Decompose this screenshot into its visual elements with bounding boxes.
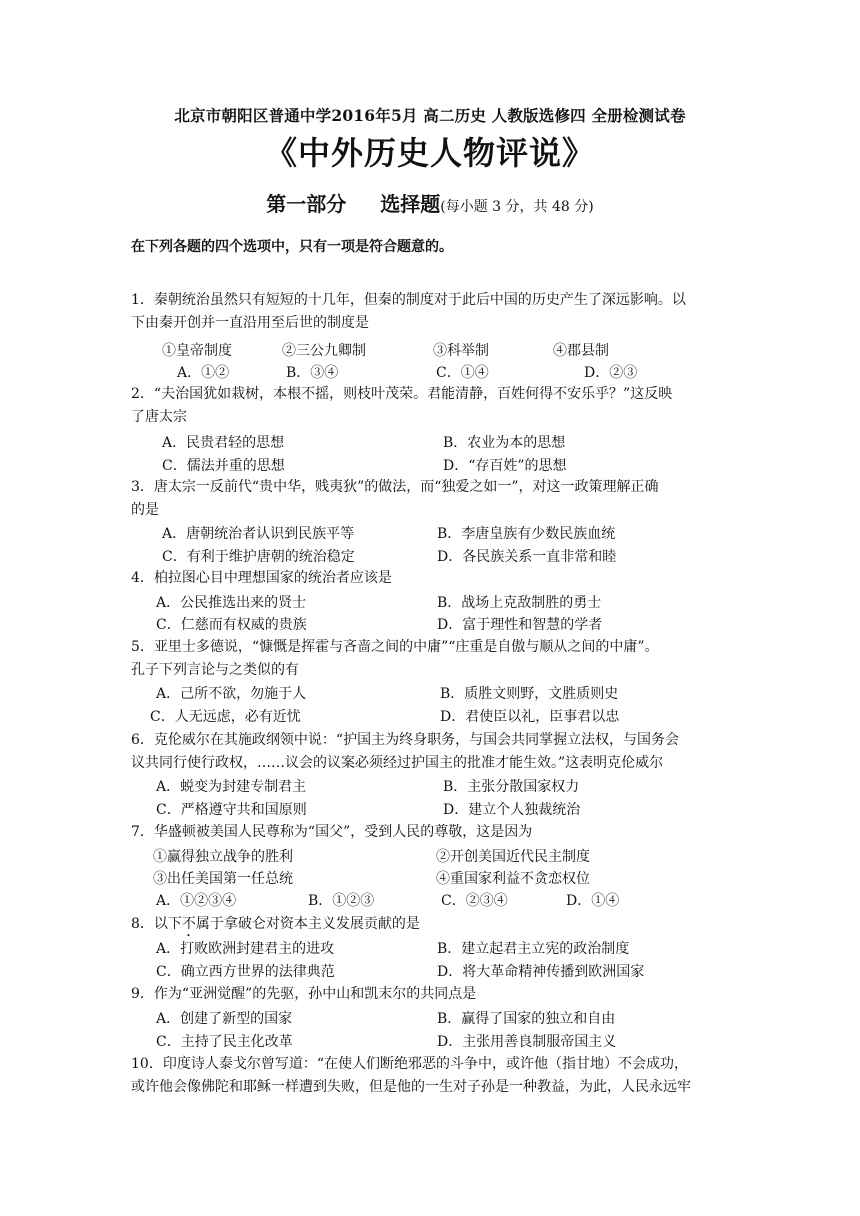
option-a: A．①②③④ [156, 893, 237, 909]
statement-item: ③科举制 [433, 343, 489, 359]
option-b: B．主张分散国家权力 [443, 779, 580, 795]
option-a: A．唐朝统治者认识到民族平等 [162, 526, 355, 542]
option-a: A．①② [177, 365, 230, 381]
option-c: C．②③④ [441, 893, 508, 909]
option-b: B．赢得了国家的独立和自由 [437, 1011, 616, 1027]
option-a: A．公民推选出来的贤士 [156, 595, 307, 611]
exam-header: 北京市朝阳区普通中学2016年5月 高二历史 人教版选修四 全册检测试卷 [174, 106, 686, 125]
question-3 [131, 476, 731, 522]
emphasis-not: 不 [181, 916, 196, 932]
question-10 [131, 1053, 731, 1099]
option-c: C．主持了民主化改革 [156, 1034, 293, 1050]
question-text: 1．秦朝统治虽然只有短短的十几年，但秦的制度对于此后中国的历史产生了深远影响。以 [131, 292, 686, 308]
statement-item: ②开创美国近代民主制度 [436, 849, 590, 865]
option-a: A．己所不欲，勿施于人 [156, 686, 307, 702]
question-text: 议共同行使行政权，……议会的议案必须经过护国主的批准才能生效。”这表明克伦威尔 [131, 755, 664, 771]
question-4 [131, 567, 731, 590]
statement-item: ①赢得独立战争的胜利 [153, 849, 293, 865]
question-9 [131, 983, 731, 1006]
option-c: C．严格遵守共和国原则 [156, 802, 307, 818]
option-b: B．李唐皇族有少数民族血统 [437, 526, 616, 542]
option-a: A．蜕变为封建专制君主 [156, 779, 307, 795]
statement-item: ④重国家利益不贪恋权位 [436, 871, 590, 887]
option-c: C．人无远虑，必有近忧 [150, 709, 301, 725]
question-text: 孔子下列言论与之类似的有 [131, 662, 299, 678]
question-text: 7．华盛顿被美国人民尊称为“国父”，受到人民的尊敬，这是因为 [131, 824, 533, 840]
option-b: B．③④ [286, 365, 339, 381]
question-text: 了唐太宗 [131, 409, 187, 425]
question-text: 2．“夫治国犹如栽树，本根不摇，则枝叶茂荣。君能清静，百姓何得不安乐乎？”这反映 [131, 386, 673, 402]
question-text: 6．克伦威尔在其施政纲领中说：“护国主为终身职务，与国会共同掌握立法权，与国务会 [131, 732, 680, 748]
option-d: D．建立个人独裁统治 [443, 802, 581, 818]
question-1 [131, 289, 731, 335]
option-c: C．确立西方世界的法律典范 [156, 964, 335, 980]
question-7 [131, 821, 731, 844]
option-a: A．民贵君轻的思想 [162, 435, 285, 451]
option-c: C．儒法并重的思想 [162, 458, 285, 474]
option-b: B．战场上克敌制胜的勇士 [437, 595, 602, 611]
statement-item: ③出任美国第一任总统 [153, 871, 293, 887]
question-5 [131, 636, 731, 682]
option-a: A．打败欧洲封建君主的进攻 [156, 941, 335, 957]
option-b: B．质胜文则野，文胜质则史 [440, 686, 619, 702]
part-name: 第一部分 [266, 192, 347, 216]
option-d: D．主张用善良制服帝国主义 [437, 1034, 617, 1050]
question-text: 的是 [131, 502, 159, 518]
question-text: 3．唐太宗一反前代“贵中华，贱夷狄”的做法，而“独爱之如一”，对这一政策理解正确 [131, 479, 659, 495]
option-c: C．有利于维护唐朝的统治稳定 [162, 549, 355, 565]
question-text: 5．亚里士多德说，“慷慨是挥霍与吝啬之间的中庸”“庄重是自傲与顺从之间的中庸”。 [131, 639, 659, 655]
question-text: 9．作为“亚洲觉醒”的先驱，孙中山和凯末尔的共同点是 [131, 986, 477, 1002]
question-text: 8．以下不属于拿破仑对资本主义发展贡献的是 [131, 916, 420, 932]
part-note: (每小题 3 分，共 48 分) [440, 199, 594, 215]
option-d: D．①④ [566, 893, 620, 909]
question-text: 10．印度诗人泰戈尔曾写道：“在使人们断绝邪恶的斗争中，或许他（指甘地）不会成功， [131, 1056, 688, 1072]
option-d: D．富于理性和智慧的学者 [437, 617, 603, 633]
option-a: A．创建了新型的国家 [156, 1011, 293, 1027]
option-d: D．各民族关系一直非常和睦 [437, 549, 617, 565]
statement-item: ④郡县制 [553, 343, 609, 359]
question-8 [131, 913, 731, 940]
option-d: D．“存百姓”的思想 [443, 458, 567, 474]
statement-item: ①皇帝制度 [162, 343, 232, 359]
option-c: C．仁慈而有权威的贵族 [156, 617, 307, 633]
option-c: C．①④ [436, 365, 489, 381]
instruction: 在下列各题的四个选项中，只有一项是符合题意的。 [131, 239, 453, 255]
question-text: 下由秦开创并一直沿用至后世的制度是 [131, 315, 369, 331]
exam-title: 《中外历史人物评说》 [264, 134, 595, 172]
question-6 [131, 729, 731, 775]
option-b: B．建立起君主立宪的政治制度 [437, 941, 630, 957]
option-d: D．君使臣以礼，臣事君以忠 [440, 709, 620, 725]
option-b: B．农业为本的思想 [443, 435, 566, 451]
part-type: 选择题 [380, 192, 441, 216]
option-d: D．将大革命精神传播到欧洲国家 [437, 964, 645, 980]
question-text: 或许他会像佛陀和耶稣一样遭到失败，但是他的一生对子孙是一种教益，为此，人民永远牢 [131, 1079, 691, 1095]
option-b: B．①②③ [308, 893, 375, 909]
option-d: D．②③ [584, 365, 638, 381]
question-2 [131, 383, 731, 429]
statement-item: ②三公九卿制 [282, 343, 366, 359]
question-text: 4．柏拉图心目中理想国家的统治者应该是 [131, 570, 392, 586]
part-heading [0, 188, 860, 217]
